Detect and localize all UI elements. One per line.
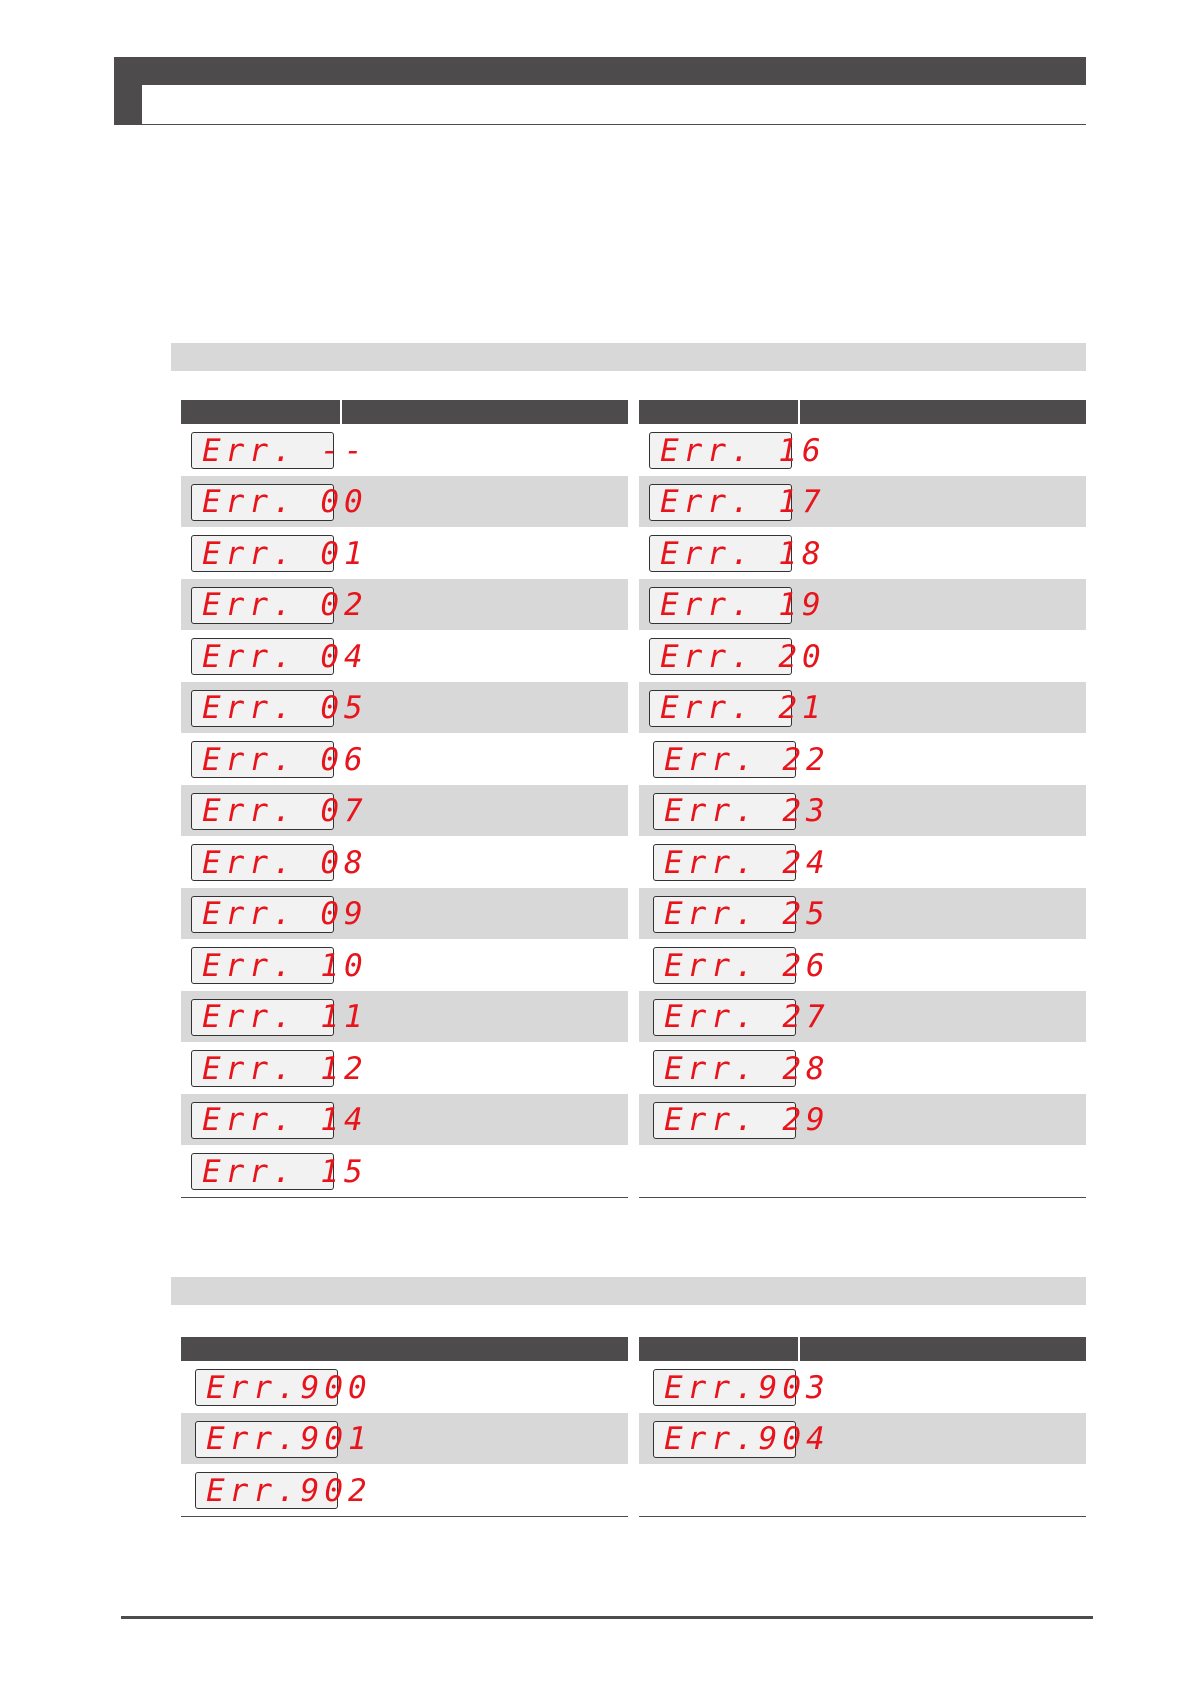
- table-row: [181, 785, 628, 837]
- led-display: Err. 15: [191, 1153, 334, 1190]
- table-row: [181, 733, 628, 785]
- chapter-header-bar: [114, 57, 1086, 85]
- error-table-2-left: [181, 1337, 628, 1517]
- led-display: Err. 09: [191, 896, 334, 933]
- led-display: Err. 08: [191, 844, 334, 881]
- led-display: Err. 17: [649, 484, 792, 521]
- table-header: [639, 400, 1086, 424]
- table-row: [181, 1042, 628, 1094]
- table-row: [639, 682, 1086, 734]
- led-display: Err. 11: [191, 999, 334, 1036]
- table-row: [639, 424, 1086, 476]
- table-row: [639, 1413, 1086, 1465]
- table-row: [639, 733, 1086, 785]
- led-display: Err. 07: [191, 793, 334, 830]
- table-row: [181, 1464, 628, 1516]
- table-row: [181, 630, 628, 682]
- section-band-2: [171, 1277, 1086, 1305]
- led-display: Err. 27: [653, 999, 796, 1036]
- table-row: [639, 1094, 1086, 1146]
- table-row: [639, 476, 1086, 528]
- table-row: [181, 991, 628, 1043]
- led-display: Err. 24: [653, 844, 796, 881]
- led-display: Err. 16: [649, 432, 792, 469]
- table-row: [181, 476, 628, 528]
- led-display: Err. --: [191, 432, 334, 469]
- table-row: [639, 1042, 1086, 1094]
- led-display: Err.904: [653, 1421, 796, 1458]
- led-display: Err. 10: [191, 947, 334, 984]
- table-header: [639, 1337, 1086, 1361]
- led-display: Err. 29: [653, 1102, 796, 1139]
- table-row: [181, 1094, 628, 1146]
- led-display: Err. 02: [191, 587, 334, 624]
- table-row-empty: [639, 1464, 1086, 1516]
- led-display: Err. 00: [191, 484, 334, 521]
- led-display: Err. 01: [191, 535, 334, 572]
- table-row: [639, 888, 1086, 940]
- led-display: Err. 23: [653, 793, 796, 830]
- table-row: [181, 939, 628, 991]
- table-row: [639, 939, 1086, 991]
- led-display: Err.901: [195, 1421, 338, 1458]
- led-display: Err. 25: [653, 896, 796, 933]
- chapter-header-tab: [114, 85, 142, 125]
- led-display: Err. 19: [649, 587, 792, 624]
- table-bottom-rule: [181, 1516, 628, 1517]
- table-bottom-rule: [181, 1197, 628, 1198]
- table-row: [181, 888, 628, 940]
- table-row: [639, 836, 1086, 888]
- table-row-empty: [639, 1145, 1086, 1197]
- table-bottom-rule: [639, 1516, 1086, 1517]
- table-header: [181, 1337, 628, 1361]
- led-display: Err. 06: [191, 741, 334, 778]
- section-band-1: [171, 343, 1086, 371]
- led-display: Err.902: [195, 1472, 338, 1509]
- error-table-1-left: [181, 400, 628, 1198]
- table-row: [181, 579, 628, 631]
- table-header: [181, 400, 628, 424]
- led-display: Err.903: [653, 1369, 796, 1406]
- led-display: Err. 14: [191, 1102, 334, 1139]
- led-display: Err. 18: [649, 535, 792, 572]
- led-display: Err. 22: [653, 741, 796, 778]
- table-row: [639, 991, 1086, 1043]
- led-display: Err. 20: [649, 638, 792, 675]
- footer-rule: [121, 1616, 1093, 1619]
- table-row: [639, 527, 1086, 579]
- led-display: Err. 28: [653, 1050, 796, 1087]
- error-table-2-right: [639, 1337, 1086, 1517]
- led-display: Err. 04: [191, 638, 334, 675]
- led-display: Err. 21: [649, 690, 792, 727]
- table-row: [639, 785, 1086, 837]
- table-row: [181, 682, 628, 734]
- led-display: Err. 12: [191, 1050, 334, 1087]
- led-display: Err. 26: [653, 947, 796, 984]
- table-row: [639, 1361, 1086, 1413]
- header-rule: [142, 124, 1086, 125]
- table-row: [181, 1413, 628, 1465]
- table-row: [181, 424, 628, 476]
- table-bottom-rule: [639, 1197, 1086, 1198]
- led-display: Err.900: [195, 1369, 338, 1406]
- table-row: [181, 1361, 628, 1413]
- table-row: [181, 1145, 628, 1197]
- table-row: [639, 579, 1086, 631]
- error-table-1-right: [639, 400, 1086, 1198]
- table-row: [181, 836, 628, 888]
- table-row: [181, 527, 628, 579]
- led-display: Err. 05: [191, 690, 334, 727]
- table-row: [639, 630, 1086, 682]
